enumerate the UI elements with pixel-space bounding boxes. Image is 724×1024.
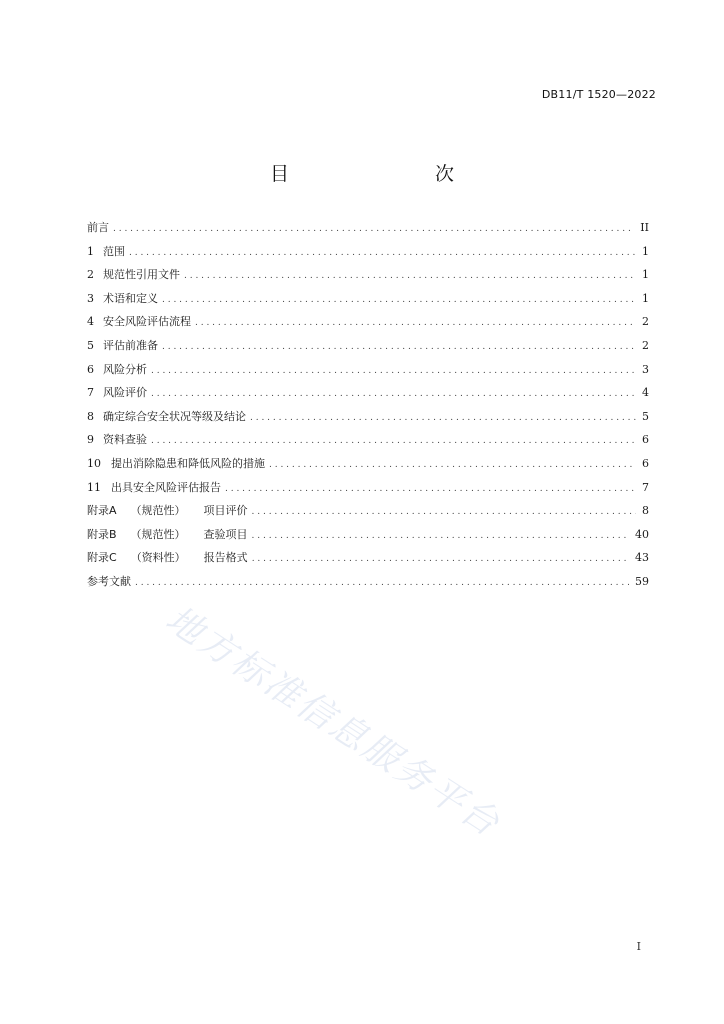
toc-entry-title: 提出消除隐患和降低风险的措施 xyxy=(111,456,265,470)
toc-entry-number: 3 xyxy=(87,291,94,305)
toc-annex-type: （规范性） xyxy=(130,527,186,541)
toc-entry-number: 附录C xyxy=(87,551,117,565)
toc-entry-page: II xyxy=(640,221,649,234)
toc-leader-dots xyxy=(151,430,636,454)
toc-entry-page: 6 xyxy=(642,433,649,447)
toc-entry-page: 43 xyxy=(635,551,649,565)
toc-leader-dots xyxy=(184,265,636,289)
toc-entry-scope[interactable] xyxy=(87,240,649,264)
toc-entry-risk-analysis[interactable] xyxy=(87,358,649,382)
toc-leader-dots xyxy=(195,312,636,336)
toc-leader-dots xyxy=(269,454,636,478)
toc-entry-document-review[interactable] xyxy=(87,428,649,452)
toc-leader-dots xyxy=(113,218,634,242)
standard-code: DB11/T 1520—2022 xyxy=(541,88,656,101)
toc-entry-title: 出具安全风险评估报告 xyxy=(111,480,221,494)
toc-entry-title: 安全风险评估流程 xyxy=(103,315,191,329)
toc-entry-title: 规范性引用文件 xyxy=(103,268,180,282)
toc-entry-number: 6 xyxy=(87,362,94,376)
toc-list xyxy=(87,216,649,594)
toc-entry-number: 7 xyxy=(87,386,94,400)
toc-entry-title: 前言 xyxy=(87,221,109,234)
toc-leader-dots xyxy=(151,383,636,407)
toc-leader-dots xyxy=(252,501,636,525)
toc-leader-dots xyxy=(252,548,629,572)
toc-entry-normative-references[interactable] xyxy=(87,263,649,287)
toc-leader-dots xyxy=(151,360,636,384)
toc-entry-page: 3 xyxy=(642,362,649,376)
toc-entry-page: 2 xyxy=(642,315,649,329)
toc-entry-title: 术语和定义 xyxy=(103,291,158,305)
toc-entry-page: 1 xyxy=(642,291,649,305)
toc-entry-measures[interactable] xyxy=(87,452,649,476)
toc-entry-number: 2 xyxy=(87,268,94,282)
toc-entry-page: 59 xyxy=(635,574,649,588)
toc-entry-annex-a[interactable] xyxy=(87,499,649,523)
toc-entry-report[interactable] xyxy=(87,476,649,500)
toc-entry-title: 项目评价 xyxy=(203,504,248,518)
toc-leader-dots xyxy=(162,289,636,313)
toc-entry-page: 1 xyxy=(642,244,649,258)
toc-leader-dots xyxy=(252,525,629,549)
toc-entry-risk-evaluation[interactable] xyxy=(87,381,649,405)
toc-entry-title: 评估前准备 xyxy=(103,338,158,352)
toc-entry-title: 风险评价 xyxy=(103,386,147,400)
toc-entry-number: 1 xyxy=(87,244,94,258)
toc-entry-preparation[interactable] xyxy=(87,334,649,358)
toc-entry-title: 查验项目 xyxy=(203,527,248,541)
toc-entry-title: 资料查验 xyxy=(103,433,147,447)
toc-entry-page: 4 xyxy=(642,386,649,400)
toc-entry-bibliography[interactable] xyxy=(87,570,649,594)
toc-entry-title: 确定综合安全状况等级及结论 xyxy=(103,409,246,423)
toc-entry-number: 11 xyxy=(87,480,101,494)
toc-entry-title: 报告格式 xyxy=(203,551,248,565)
toc-leader-dots xyxy=(250,407,636,431)
toc-entry-assessment-process[interactable] xyxy=(87,310,649,334)
toc-entry-page: 7 xyxy=(642,480,649,494)
toc-leader-dots xyxy=(162,336,636,360)
toc-entry-page: 8 xyxy=(642,504,649,518)
toc-entry-page: 1 xyxy=(642,268,649,282)
toc-annex-type: （资料性） xyxy=(130,551,186,565)
toc-entry-annex-c[interactable] xyxy=(87,546,649,570)
toc-entry-title: 风险分析 xyxy=(103,362,147,376)
watermark: 地方标准信息服务平台 xyxy=(158,598,508,846)
toc-entry-page: 5 xyxy=(642,409,649,423)
page-number: I xyxy=(636,940,641,953)
toc-leader-dots xyxy=(129,242,636,266)
toc-entry-safety-level[interactable] xyxy=(87,405,649,429)
toc-entry-number: 10 xyxy=(87,456,101,470)
toc-entry-number: 9 xyxy=(87,433,94,447)
toc-entry-number: 8 xyxy=(87,409,94,423)
toc-entry-annex-b[interactable] xyxy=(87,523,649,547)
toc-entry-number: 附录A xyxy=(87,504,117,518)
toc-entry-page: 2 xyxy=(642,338,649,352)
toc-entry-number: 5 xyxy=(87,338,94,352)
toc-title: 目 次 xyxy=(269,163,490,185)
toc-entry-foreword[interactable] xyxy=(87,216,649,240)
toc-entry-number: 4 xyxy=(87,315,94,329)
toc-entry-title: 参考文献 xyxy=(87,574,131,588)
toc-entry-terms-definitions[interactable] xyxy=(87,287,649,311)
toc-entry-page: 6 xyxy=(642,456,649,470)
toc-entry-page: 40 xyxy=(635,527,649,541)
toc-entry-number: 附录B xyxy=(87,527,117,541)
toc-leader-dots xyxy=(225,478,636,502)
toc-leader-dots xyxy=(135,572,629,596)
toc-annex-type: （规范性） xyxy=(130,504,186,518)
toc-entry-title: 范围 xyxy=(103,244,125,258)
